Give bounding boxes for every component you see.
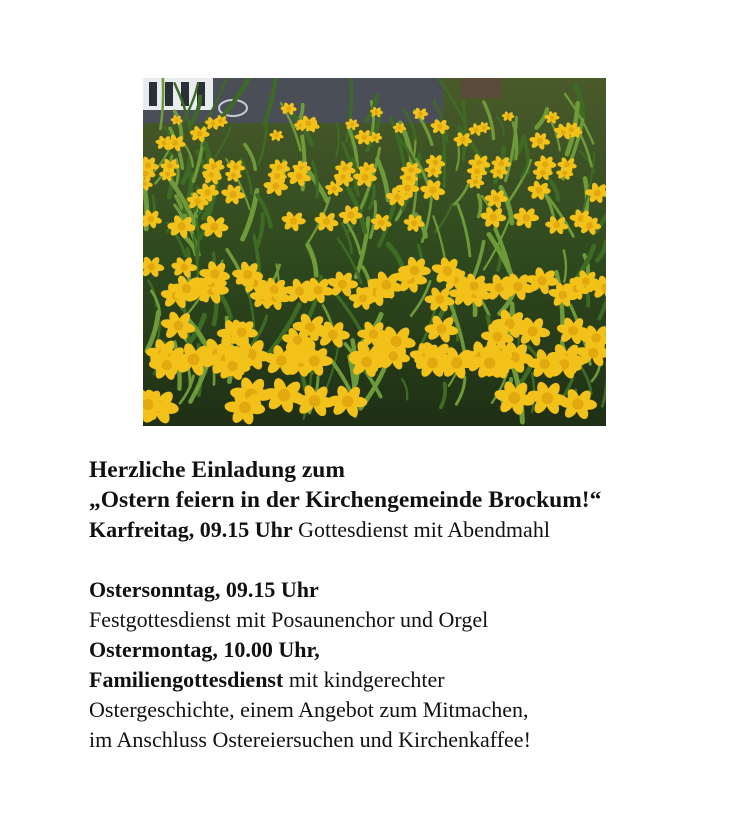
ostersonntag-label: Ostersonntag, 09.15 Uhr	[89, 577, 319, 602]
familien-label: Familiengottesdienst	[89, 667, 284, 692]
invitation-text	[89, 455, 709, 755]
ostermontag-label: Ostermontag, 10.00 Uhr,	[89, 637, 320, 662]
karfreitag-text: Gottesdienst mit Abendmahl	[292, 517, 550, 542]
ostersonntag-text: Festgottesdienst mit Posaunenchor und Orgel	[89, 607, 489, 632]
familien-line	[89, 665, 709, 695]
familien-line-3: im Anschluss Ostereiersuchen und Kirchenkaffee!	[89, 727, 531, 752]
daffodil-photo	[143, 78, 606, 426]
invite-heading: Herzliche Einladung zum	[89, 457, 345, 483]
invite-subheading: „Ostern feiern in der Kirchengemeinde Brockum!“	[89, 487, 602, 513]
spacer	[89, 545, 709, 575]
leaf	[479, 195, 481, 216]
familien-text: mit kindgerechter	[283, 667, 445, 692]
daffodil-flowerbed-image	[143, 78, 606, 426]
karfreitag-line	[89, 515, 709, 545]
familien-line-2: Ostergeschichte, einem Angebot zum Mitmachen,	[89, 697, 529, 722]
karfreitag-label: Karfreitag, 09.15 Uhr	[89, 517, 293, 542]
